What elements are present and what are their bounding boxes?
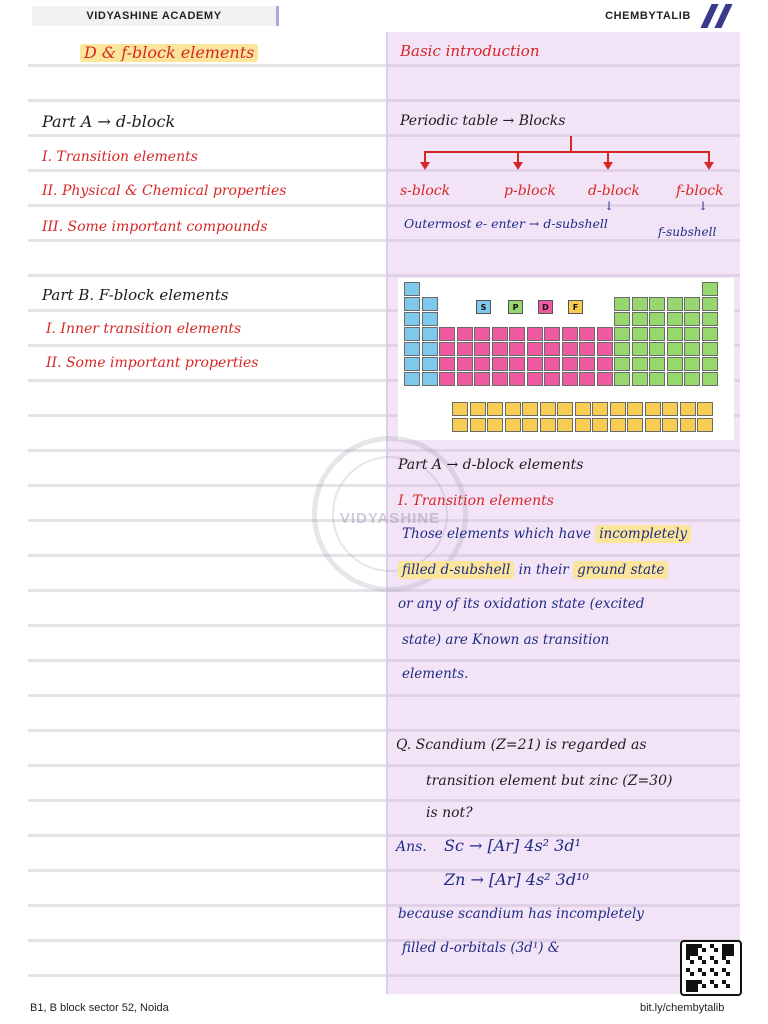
- element-cell: [470, 402, 486, 416]
- element-cell: [684, 327, 700, 341]
- qr-module: [690, 972, 694, 976]
- element-cell: [404, 312, 420, 326]
- element-cell: [579, 327, 595, 341]
- element-cell: [457, 342, 473, 356]
- element-cell: [492, 372, 508, 386]
- element-cell: [575, 418, 591, 432]
- element-cell: [557, 402, 573, 416]
- academy-header: VIDYASHINE ACADEMY: [32, 6, 279, 26]
- element-cell: [649, 357, 665, 371]
- element-cell: [579, 342, 595, 356]
- element-cell: [422, 372, 438, 386]
- element-cell: [697, 418, 713, 432]
- qr-code[interactable]: [680, 940, 742, 996]
- legend-s: S: [476, 300, 491, 314]
- element-cell: [697, 402, 713, 416]
- block-label-p: p-block: [504, 183, 556, 199]
- element-cell: [627, 402, 643, 416]
- bracket-stem: [570, 136, 572, 152]
- element-cell: [575, 402, 591, 416]
- element-cell: [579, 372, 595, 386]
- element-cell: [614, 327, 630, 341]
- element-cell: [544, 372, 560, 386]
- element-cell: [474, 327, 490, 341]
- element-cell: [457, 357, 473, 371]
- element-cell: [684, 312, 700, 326]
- element-cell: [702, 297, 718, 311]
- part-a-item: III. Some important compounds: [42, 219, 268, 235]
- element-cell: [439, 342, 455, 356]
- page-title: D & f-block elements: [80, 44, 258, 62]
- element-cell: [562, 357, 578, 371]
- qr-module: [726, 960, 730, 964]
- element-cell: [614, 297, 630, 311]
- element-cell: [662, 402, 678, 416]
- element-cell: [667, 372, 683, 386]
- element-cell: [649, 372, 665, 386]
- element-cell: [404, 342, 420, 356]
- element-cell: [404, 282, 420, 296]
- element-cell: [597, 327, 613, 341]
- qr-module: [702, 984, 706, 988]
- part-a-item: II. Physical & Chemical properties: [42, 183, 287, 199]
- element-cell: [610, 402, 626, 416]
- element-cell: [422, 327, 438, 341]
- element-cell: [487, 402, 503, 416]
- element-cell: [452, 402, 468, 416]
- qr-module: [726, 984, 730, 988]
- arrow-down-icon: [513, 162, 523, 170]
- qr-module: [714, 972, 718, 976]
- element-cell: [649, 342, 665, 356]
- element-cell: [422, 297, 438, 311]
- element-cell: [662, 418, 678, 432]
- element-cell: [540, 418, 556, 432]
- element-cell: [470, 418, 486, 432]
- element-cell: [597, 372, 613, 386]
- element-cell: [614, 312, 630, 326]
- element-cell: [702, 282, 718, 296]
- element-cell: [522, 402, 538, 416]
- element-cell: [645, 402, 661, 416]
- element-cell: [404, 357, 420, 371]
- scandium-config: Sc → [Ar] 4s² 3d¹: [444, 836, 581, 855]
- element-cell: [632, 327, 648, 341]
- part-a-heading: Part A → d-block: [42, 112, 176, 131]
- arrow-down-icon: ↓: [604, 199, 615, 213]
- part-a-item: I. Transition elements: [42, 149, 198, 165]
- element-cell: [544, 327, 560, 341]
- element-cell: [680, 402, 696, 416]
- element-cell: [632, 357, 648, 371]
- element-cell: [614, 342, 630, 356]
- legend-d: D: [538, 300, 553, 314]
- zinc-config: Zn → [Ar] 4s² 3d¹⁰: [444, 870, 589, 889]
- question-line: is not?: [426, 805, 473, 821]
- element-cell: [649, 297, 665, 311]
- element-cell: [544, 357, 560, 371]
- qr-module: [730, 952, 734, 956]
- part-b-heading: Part B. F-block elements: [42, 286, 229, 304]
- block-label-f: f-block: [676, 183, 724, 199]
- element-cell: [527, 357, 543, 371]
- element-cell: [632, 312, 648, 326]
- part-b-item: I. Inner transition elements: [46, 321, 242, 337]
- element-cell: [610, 418, 626, 432]
- element-cell: [505, 418, 521, 432]
- question-line: transition element but zinc (Z=30): [426, 773, 673, 789]
- element-cell: [562, 372, 578, 386]
- element-cell: [684, 372, 700, 386]
- element-cell: [439, 327, 455, 341]
- element-cell: [702, 372, 718, 386]
- element-cell: [509, 327, 525, 341]
- element-cell: [439, 372, 455, 386]
- transition-heading: I. Transition elements: [398, 493, 554, 509]
- element-cell: [522, 418, 538, 432]
- element-cell: [540, 402, 556, 416]
- qr-module: [714, 960, 718, 964]
- element-cell: [457, 372, 473, 386]
- element-cell: [667, 342, 683, 356]
- element-cell: [667, 357, 683, 371]
- legend-f: F: [568, 300, 583, 314]
- block-label-s: s-block: [400, 183, 451, 199]
- element-cell: [509, 357, 525, 371]
- element-cell: [684, 357, 700, 371]
- definition-line: state) are Known as transition: [402, 632, 610, 648]
- element-cell: [505, 402, 521, 416]
- f-subshell-text: f-subshell: [658, 225, 717, 239]
- element-cell: [597, 342, 613, 356]
- element-cell: [562, 342, 578, 356]
- element-cell: [404, 297, 420, 311]
- element-cell: [592, 418, 608, 432]
- legend-p: P: [508, 300, 523, 314]
- element-cell: [667, 312, 683, 326]
- arrow-down-icon: ↓: [698, 199, 709, 213]
- element-cell: [474, 372, 490, 386]
- element-cell: [702, 327, 718, 341]
- element-cell: [422, 357, 438, 371]
- qr-module: [702, 972, 706, 976]
- element-cell: [667, 297, 683, 311]
- qr-module: [690, 960, 694, 964]
- periodic-table-line: Periodic table → Blocks: [400, 113, 566, 129]
- element-cell: [457, 327, 473, 341]
- element-cell: [632, 372, 648, 386]
- slash-decoration: [714, 4, 732, 28]
- element-cell: [632, 342, 648, 356]
- element-cell: [614, 372, 630, 386]
- definition-line: elements.: [402, 666, 469, 682]
- qr-module: [702, 960, 706, 964]
- element-cell: [562, 327, 578, 341]
- watermark-text: VIDYASHINE: [339, 510, 441, 527]
- element-cell: [474, 357, 490, 371]
- element-cell: [527, 372, 543, 386]
- element-cell: [557, 418, 573, 432]
- arrow-down-icon: [603, 162, 613, 170]
- element-cell: [597, 357, 613, 371]
- qr-module: [714, 984, 718, 988]
- element-cell: [422, 312, 438, 326]
- element-cell: [614, 357, 630, 371]
- element-cell: [487, 418, 503, 432]
- part-a-elements-heading: Part A → d-block elements: [398, 457, 584, 473]
- element-cell: [509, 372, 525, 386]
- footer-address: B1, B block sector 52, Noida: [30, 1002, 169, 1014]
- element-cell: [684, 342, 700, 356]
- element-cell: [680, 418, 696, 432]
- arrow-down-icon: [704, 162, 714, 170]
- element-cell: [702, 357, 718, 371]
- part-b-item: II. Some important properties: [46, 355, 259, 371]
- element-cell: [452, 418, 468, 432]
- element-cell: [649, 327, 665, 341]
- element-cell: [627, 418, 643, 432]
- question-line: Q. Scandium (Z=21) is regarded as: [396, 737, 647, 753]
- block-label-d: d-block: [588, 183, 640, 199]
- definition-line: Those elements which have incompletely: [402, 528, 691, 542]
- periodic-table-image: [398, 278, 734, 440]
- element-cell: [404, 372, 420, 386]
- element-cell: [527, 327, 543, 341]
- element-cell: [684, 297, 700, 311]
- element-cell: [579, 357, 595, 371]
- element-cell: [527, 342, 543, 356]
- qr-module: [694, 988, 698, 992]
- element-cell: [544, 342, 560, 356]
- definition-line: filled d-subshell in their ground state: [398, 564, 668, 578]
- qr-module: [726, 972, 730, 976]
- element-cell: [592, 402, 608, 416]
- element-cell: [509, 342, 525, 356]
- element-cell: [667, 327, 683, 341]
- brand-header: CHEMBYTALIB: [605, 10, 691, 22]
- because-line: because scandium has incompletely: [398, 906, 644, 922]
- answer-label: Ans.: [396, 839, 427, 855]
- element-cell: [649, 312, 665, 326]
- qr-module: [702, 948, 706, 952]
- basic-intro-heading: Basic introduction: [400, 42, 540, 60]
- element-cell: [474, 342, 490, 356]
- element-cell: [492, 342, 508, 356]
- outermost-electron-text: Outermost e- enter → d-subshell: [404, 216, 608, 231]
- footer-link[interactable]: bit.ly/chembytalib: [640, 1002, 725, 1014]
- bracket-bar: [424, 151, 710, 153]
- arrow-down-icon: [420, 162, 430, 170]
- element-cell: [492, 357, 508, 371]
- because-line: filled d-orbitals (3d¹) &: [402, 940, 560, 956]
- qr-module: [714, 948, 718, 952]
- element-cell: [439, 357, 455, 371]
- element-cell: [404, 327, 420, 341]
- element-cell: [702, 312, 718, 326]
- element-cell: [492, 327, 508, 341]
- element-cell: [645, 418, 661, 432]
- element-cell: [702, 342, 718, 356]
- definition-line: or any of its oxidation state (excited: [398, 596, 645, 612]
- element-cell: [632, 297, 648, 311]
- element-cell: [422, 342, 438, 356]
